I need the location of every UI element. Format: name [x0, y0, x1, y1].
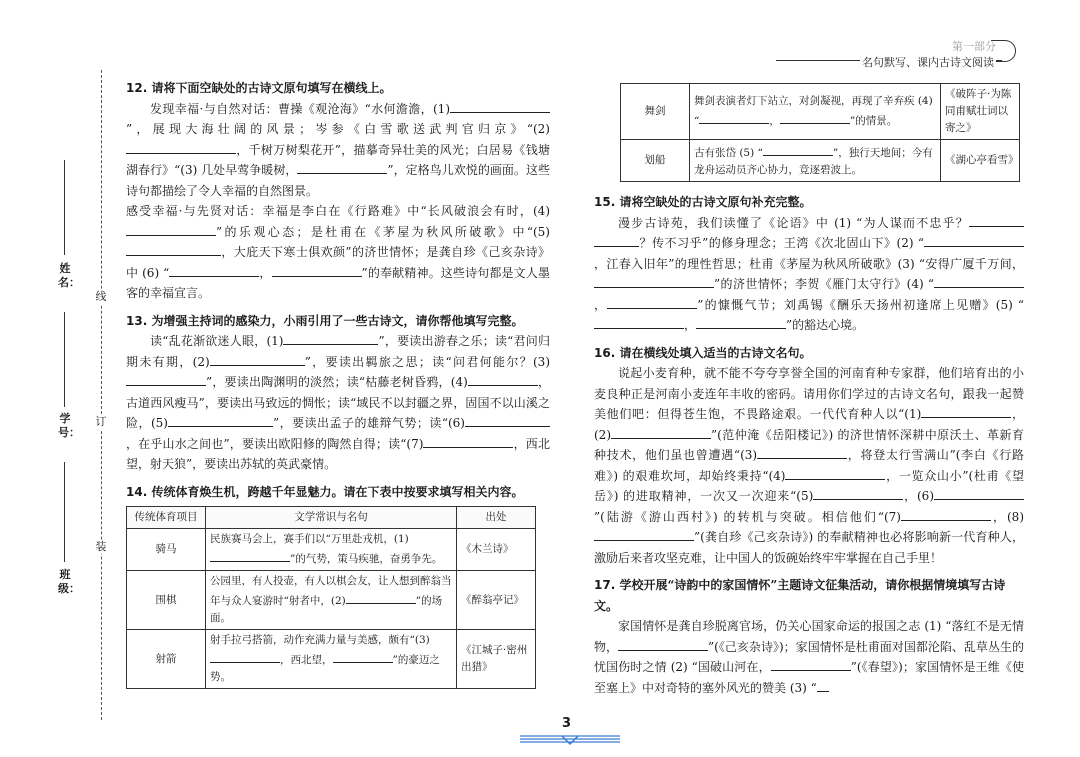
column-header: 传统体育项目	[127, 507, 206, 529]
answer-blank[interactable]	[934, 486, 1024, 500]
class-field-line[interactable]	[64, 462, 65, 562]
text: 公园里，有人投壶，有人以棋会友，让人想到醉翁当年与众人宴游时“射者中，(2)	[210, 575, 452, 607]
answer-blank[interactable]	[934, 274, 1024, 288]
answer-blank[interactable]	[984, 233, 1024, 247]
answer-blank[interactable]	[969, 213, 1024, 227]
answer-blank[interactable]	[618, 637, 708, 651]
text: ，	[594, 297, 608, 312]
answer-blank[interactable]	[611, 425, 711, 439]
text: ”，独行天地间；今有龙舟运动员齐心协力，竞逐碧波上。	[694, 147, 933, 176]
source: 《江城子·密州出猎》	[457, 630, 536, 689]
column-header: 出处	[457, 507, 536, 529]
source: 《湖心亭看雪》	[941, 140, 1020, 182]
table-row	[127, 571, 536, 630]
question-number: 17.	[594, 578, 616, 592]
table-header-row	[127, 507, 536, 529]
question-stem: 请将下面空缺处的古诗文原句填写在横线上。	[151, 81, 392, 95]
text: ”的豁达心境。	[786, 318, 865, 332]
question-stem: 请在横线处填入适当的古诗文名句。	[619, 345, 812, 360]
sports-table	[126, 506, 536, 689]
answer-blank[interactable]	[346, 590, 416, 604]
answer-blank[interactable]	[607, 295, 697, 309]
sport-name: 骑马	[127, 529, 206, 571]
answer-blank[interactable]	[283, 331, 378, 345]
text: 古有张岱 (5) “	[694, 147, 763, 159]
answer-blank[interactable]	[780, 110, 850, 124]
answer-blank[interactable]	[594, 315, 684, 329]
question-number: 15.	[594, 195, 616, 209]
text: ，(8)	[990, 509, 1024, 524]
text: ”，定格鸟儿欢悦的画面。这些诗句都描绘了令人幸福的自然图景。	[126, 163, 550, 198]
answer-blank[interactable]	[594, 274, 714, 288]
text: ”的奉献精神。这些诗句都是文人墨客的幸福宣言。	[126, 265, 550, 300]
text: ”的场面。	[210, 595, 443, 624]
text: ，在乎山水之间也”，要读出欧阳修的陶然自得；读“(7)	[126, 436, 424, 451]
table-row	[621, 140, 1020, 182]
table-row	[127, 630, 536, 689]
text: ，千树万树梨花开”，描摹奇异壮美的风光；白居易《钱塘湖春行》“(3) 几处早莺争暖树，	[126, 142, 550, 177]
answer-blank[interactable]	[465, 413, 550, 427]
text: ”的慷慨气节；刘禹锡《酬乐天扬州初逢席上见赠》(5) “	[697, 297, 1024, 312]
source: 《醉翁亭记》	[457, 571, 536, 630]
text: ”(《己亥杂诗》)；家国情怀是杜甫面对国都沦陷、乱草丛生的忧国伤时之情 (2) “国破山河在，	[594, 639, 1024, 674]
text: 漫步古诗苑，我们读懂了《论语》中 (1) “为人谋而不忠乎？	[618, 215, 969, 230]
answer-blank[interactable]	[813, 486, 903, 500]
answer-blank[interactable]	[763, 142, 833, 156]
answer-blank[interactable]	[423, 434, 513, 448]
question-12	[126, 78, 550, 304]
text: ，	[769, 115, 780, 127]
text: ，江春入旧年”的理性哲思；杜甫《茅屋为秋风所破歌》(3) “安得广厦千万间，	[594, 256, 1024, 271]
question-stem: 为增强主持词的感染力，小雨引用了一些古诗文，请你帮他填写完整。	[151, 313, 524, 328]
answer-blank[interactable]	[272, 263, 362, 277]
page-ornament-icon	[520, 732, 620, 746]
section-title: 名句默写、课内古诗文阅读	[862, 56, 994, 69]
binding-mark-order: 订	[95, 415, 107, 428]
text: ，将登太行雪满山”(李白《行路难》) 的艰难坎坷，却始终秉持“(4)	[594, 448, 1024, 483]
text: ，	[684, 318, 697, 332]
answer-blank[interactable]	[126, 242, 221, 256]
name-field-label: 姓名：	[58, 262, 80, 289]
answer-blank[interactable]	[468, 372, 538, 386]
text: ”，要读出羁旅之思；读“问君何能尔？(3)	[304, 354, 550, 369]
question-17	[594, 575, 1024, 698]
text: ”的豪迈之势。	[210, 654, 440, 683]
text: ，古道西风瘦马”，要读出马致远的惆怅；读“域民不以封疆之界，固国不以山溪之险，(5)	[126, 375, 550, 430]
sport-text	[690, 84, 941, 140]
text: ”(龚自珍《己亥杂诗》) 的奉献精神也必将影响新一代育种人，激励后来者攻坚克难，让中国人的饭碗始终牢牢掌握在自己手里！	[594, 530, 1024, 565]
text: ，一览众山小”(杜甫《望岳》) 的进取精神，一次又一次迎来“(5)	[594, 468, 1024, 503]
answer-blank[interactable]	[921, 404, 1011, 418]
text: 家国情怀是龚自珍脱离官场，仍关心国家命运的报国之志 (1) “落红不是无情物，	[594, 619, 1024, 654]
sport-text	[690, 140, 941, 182]
text: 感受幸福·与先贤对话：幸福是李白在《行路难》中“长风破浪会有时，(4)	[126, 204, 550, 218]
text: ，西北望，	[280, 654, 333, 666]
right-column	[594, 192, 1024, 705]
question-stem: 学校开展“诗韵中的家国情怀”主题诗文征集活动，请你根据情境填写古诗文。	[594, 578, 1006, 613]
binding-margin	[0, 0, 118, 757]
answer-blank[interactable]	[210, 548, 290, 562]
text: ”的济世情怀；李贺《雁门太守行》(4) “	[714, 277, 934, 291]
answer-blank[interactable]	[771, 657, 851, 671]
question-stem: 请将空缺处的古诗文原句补充完整。	[619, 195, 812, 209]
text: ”(范仲淹《岳阳楼记》) 的济世情怀深耕中原沃土、革新育种技术，他们虽也曾遭遇“(3)	[594, 427, 1024, 462]
page-number: 3	[562, 716, 572, 731]
section-part: 第一部分	[952, 40, 996, 53]
text: ，大庇天下寒士俱欢颜”的济世情怀；是龚自珍《己亥杂诗》中 (6) “	[126, 245, 550, 280]
answer-blank[interactable]	[450, 99, 550, 113]
question-15	[594, 192, 1024, 336]
student-id-field-line[interactable]	[64, 312, 65, 407]
answer-blank[interactable]	[333, 649, 393, 663]
text: ”的乐观心态；是杜甫在《茅屋为秋风所破歌》中“(5)	[216, 224, 550, 239]
text: 民族赛马会上，赛手们以“万里赴戎机，(1)	[210, 533, 409, 545]
text: ”的气势，策马疾驰，奋勇争先。	[290, 553, 443, 565]
answer-blank[interactable]	[594, 527, 694, 541]
text: 读“乱花渐欲迷人眼，(1)	[150, 334, 284, 348]
answer-blank[interactable]	[785, 466, 885, 480]
text: 射手拉弓搭箭，动作充满力量与美感，颇有“(3)	[210, 634, 430, 646]
table-row	[127, 529, 536, 571]
text: ，(2)	[594, 407, 1024, 442]
question-number: 14.	[126, 484, 148, 499]
question-16	[594, 343, 1024, 569]
text: ”，要读出陶渊明的淡然；读“枯藤老树昏鸦，(4)	[206, 375, 468, 389]
text: ，(6)	[903, 489, 935, 503]
answer-blank[interactable]	[901, 507, 991, 521]
text: ”，展现大海壮阔的风景；岑参《白雪歌送武判官归京》“(2)	[126, 122, 550, 136]
question-number: 16.	[594, 345, 616, 360]
sport-name: 射箭	[127, 630, 206, 689]
sport-text	[206, 630, 457, 689]
student-id-field-label: 学号：	[58, 412, 80, 439]
sports-table-continued	[620, 83, 1020, 182]
answer-blank[interactable]	[126, 140, 236, 154]
answer-blank[interactable]	[594, 233, 639, 247]
answer-blank[interactable]	[210, 649, 280, 663]
sport-name: 划船	[621, 140, 690, 182]
text: ，西北望，射天狼”，要读出苏轼的英武豪情。	[126, 436, 550, 471]
answer-blank[interactable]	[696, 315, 786, 329]
table-row	[621, 84, 1020, 140]
answer-blank[interactable]	[699, 110, 769, 124]
binding-mark-line: 线	[95, 290, 107, 303]
column-header: 文学常识与名句	[206, 507, 457, 529]
question-number: 12.	[126, 81, 148, 95]
section-header	[776, 38, 1016, 68]
text: 说起小麦育种，就不能不夸夸享誉全国的河南育种专家群，他们培育出的小麦良种正是河南小麦连年丰收的密码。请用你们学过的古诗文名句，跟我一起赞美他们吧：但得苍生饱，不畏路途艰。一代代育种人以“(1)	[594, 366, 1024, 421]
text: ”，要读出游春之乐；读“君问归期未有期，(2)	[126, 334, 550, 369]
sport-text	[206, 571, 457, 630]
sport-name: 舞剑	[621, 84, 690, 140]
binding-mark-bind: 装	[95, 540, 107, 553]
answer-blank[interactable]	[126, 372, 206, 386]
binding-dashed-line	[101, 70, 102, 720]
sport-text	[206, 529, 457, 571]
question-stem: 传统体育焕生机，跨越千年显魅力。请在下表中按要求填写相关内容。	[151, 484, 524, 499]
text: ？传不习乎”的修身理念；王湾《次北固山下》(2) “	[639, 236, 924, 250]
answer-blank[interactable]	[168, 413, 273, 427]
name-field-line[interactable]	[64, 160, 65, 255]
question-13	[126, 311, 550, 475]
answer-blank[interactable]	[757, 445, 847, 459]
source: 《破阵子·为陈同甫赋壮词以寄之》	[941, 84, 1020, 140]
answer-blank[interactable]	[126, 222, 216, 236]
answer-blank[interactable]	[297, 160, 387, 174]
text: ，	[259, 265, 272, 280]
text: ”的情景。	[849, 115, 898, 127]
text: ”，要读出孟子的雄辩气势；读“(6)	[272, 416, 465, 430]
answer-blank[interactable]	[924, 233, 984, 247]
answer-blank[interactable]	[210, 352, 305, 366]
text: 舞剑表演者灯下站立，对剑凝视，再现了辛弃疾 (4) “	[694, 95, 933, 127]
answer-blank[interactable]	[169, 263, 259, 277]
sport-name: 围棋	[127, 571, 206, 630]
text: 发现幸福·与自然对话：曹操《观沧海》“水何澹澹，(1)	[150, 101, 450, 116]
text: ”(《春望》)；家国情怀是王维《使至塞上》中对奇特的塞外风光的赞美 (3) “	[594, 660, 1025, 695]
answer-blank[interactable]	[817, 678, 829, 692]
source: 《木兰诗》	[457, 529, 536, 571]
text: ”(陆游《游山西村》) 的转机与突破。相信他们“(7)	[594, 509, 901, 524]
question-14	[126, 482, 550, 690]
question-number: 13.	[126, 313, 148, 328]
class-field-label: 班级：	[58, 568, 80, 595]
left-column	[126, 78, 550, 696]
